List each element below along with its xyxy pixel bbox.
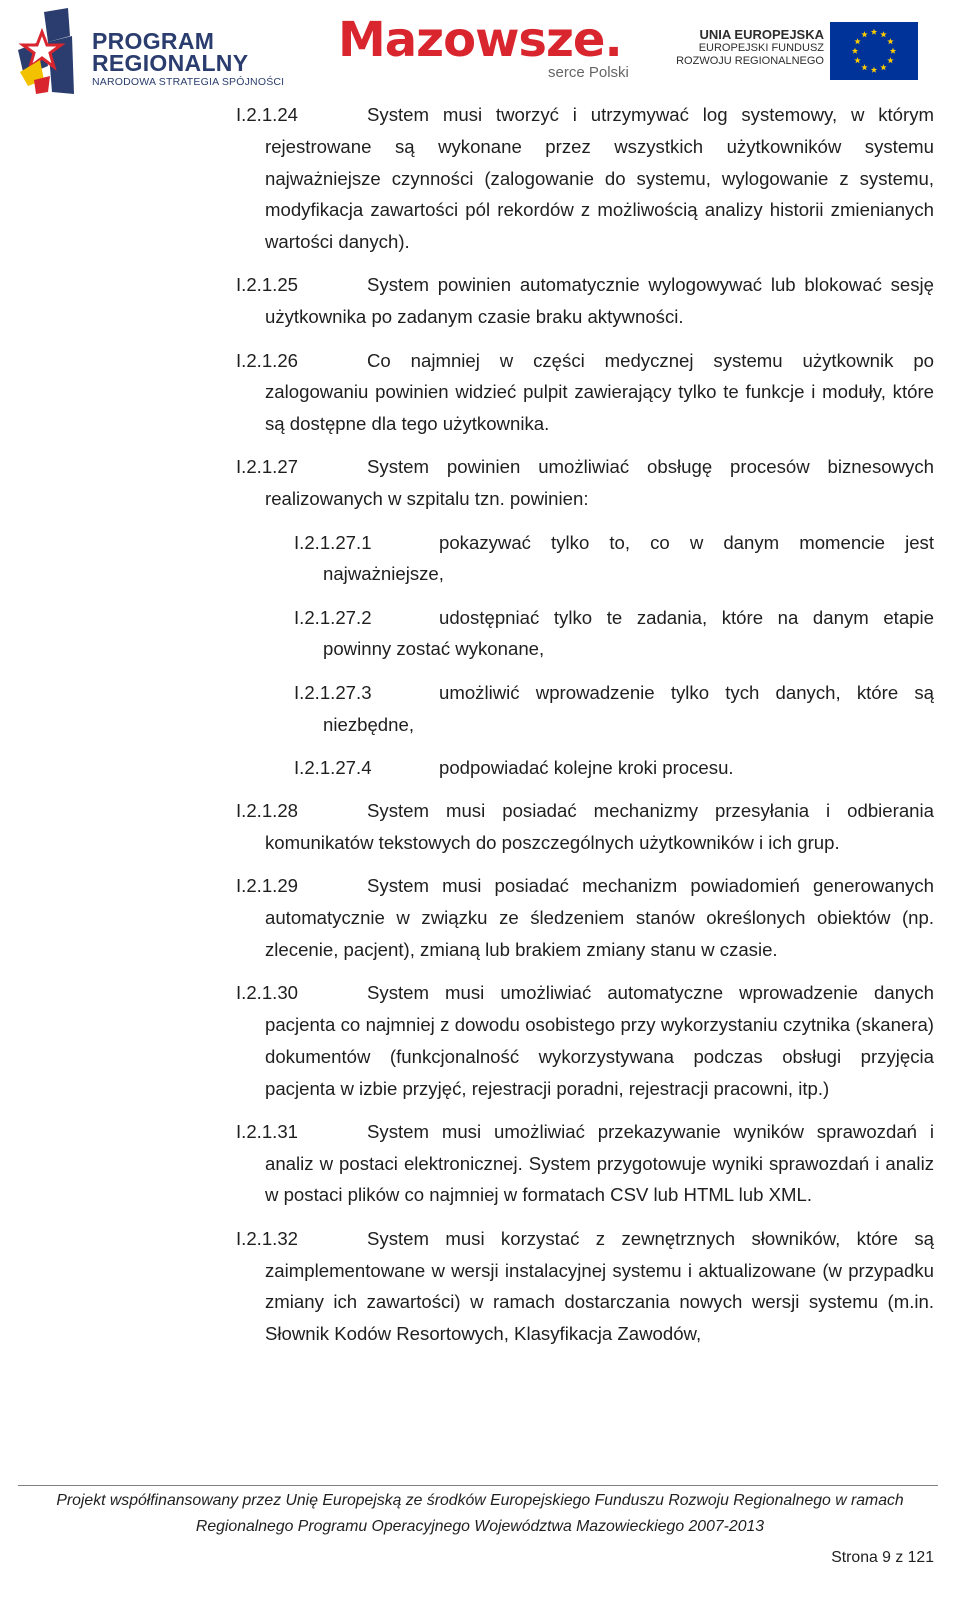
- mazowsze-tagline: serce Polski: [548, 64, 629, 81]
- requirement-item: [236, 1223, 934, 1350]
- requirement-item: [236, 269, 934, 333]
- requirement-number: I.2.1.30: [236, 982, 299, 1004]
- requirement-text: System powinien umożliwiać obsługę procesów biznesowych realizowanych w szpitalu tzn. powinien:: [265, 456, 934, 510]
- eu-logo-line3: ROZWOJU REGIONALNEGO: [676, 55, 824, 67]
- eu-logo-line1: UNIA EUROPEJSKA: [699, 27, 824, 42]
- eu-logo-line2: EUROPEJSKI FUNDUSZ: [698, 42, 824, 54]
- requirement-text: System musi posiadać mechanizmy przesyłania i odbierania komunikatów tekstowych do poszczególnych użytkowników i ich grup.: [265, 800, 934, 853]
- footer-divider: [18, 1485, 938, 1486]
- requirement-text: System musi posiadać mechanizm powiadomień generowanych automatycznie w związku ze śledzeniem stanów określonych obiektów (np. zlecenie, pacjent), zmianą lub brakiem zmiany stanu w czasie.: [265, 875, 934, 960]
- requirement-number: I.2.1.27: [236, 456, 299, 478]
- eu-flag-icon: [830, 22, 918, 80]
- requirement-item: [236, 977, 934, 1104]
- requirement-text: System musi korzystać z zewnętrznych słowników, które są zaimplementowane w wersji instalacyjnej systemu i aktualizowane (w przypadku zmiany ich zawartości) w ramach dostarczania nowych wersji systemu (m.in. Słownik Kodów Resortowych, Klasyfikacja Zawodów,: [265, 1227, 934, 1345]
- program-regionalny-logo: [14, 6, 304, 98]
- star-emblem-icon: [14, 6, 86, 98]
- requirement-number: I.2.1.27.1: [294, 531, 372, 553]
- page-number: Strona 9 z 121: [831, 1549, 934, 1566]
- page-footer: [0, 1488, 960, 1540]
- mazowsze-logo: [338, 12, 638, 96]
- requirement-item: [236, 345, 934, 440]
- requirement-number: I.2.1.27.3: [294, 681, 372, 703]
- requirement-item: [294, 677, 934, 741]
- requirements-list: [236, 99, 934, 1361]
- requirement-text: udostępniać tylko te zadania, które na danym etapie powinny zostać wykonane,: [323, 606, 934, 660]
- mazowsze-wordmark: Mazowsze.: [338, 12, 622, 68]
- requirement-text: podpowiadać kolejne kroki procesu.: [439, 756, 734, 778]
- requirement-item: [294, 527, 934, 591]
- requirement-text: System musi umożliwiać przekazywanie wyników sprawozdań i analiz w postaci elektronicznej. System przygotowuje wyniki sprawozdań i analiz w postaci plików co najmniej w formatach CSV lub HTML lub XML.: [265, 1120, 934, 1206]
- requirement-item: [294, 602, 934, 666]
- requirement-number: I.2.1.25: [236, 274, 299, 296]
- requirement-text: pokazywać tylko to, co w danym momencie jest najważniejsze,: [323, 531, 934, 585]
- footer-line2: Regionalnego Programu Operacyjnego Województwa Mazowieckiego 2007-2013: [195, 1518, 765, 1535]
- requirement-text: Co najmniej w części medycznej systemu użytkownik po zalogowaniu powinien widzieć pulpit zawierający tylko te funkcje i moduły, które są dostępne dla tego użytkownika.: [265, 349, 934, 435]
- program-logo-line3: NARODOWA STRATEGIA SPÓJNOŚCI: [92, 76, 285, 88]
- requirement-number: I.2.1.29: [236, 875, 299, 897]
- requirement-number: I.2.1.28: [236, 800, 299, 822]
- requirement-text: System musi tworzyć i utrzymywać log systemowy, w którym rejestrowane są wykonane przez wszystkich użytkowników systemu najważniejsze czynności (zalogowanie do systemu, wylogowanie z systemu, modyfikacja zawartości pól rekordów z możliwością analizy historii zmienianych wartości danych).: [265, 104, 934, 253]
- requirement-item: [236, 870, 934, 965]
- requirement-item: [236, 795, 934, 859]
- requirement-item: [294, 752, 934, 784]
- program-logo-line2: REGIONALNY: [92, 50, 249, 76]
- requirement-number: I.2.1.31: [236, 1120, 299, 1142]
- requirement-number: I.2.1.27.2: [294, 606, 372, 628]
- page-header: [0, 0, 960, 100]
- requirement-text: umożliwić wprowadzenie tylko tych danych, które są niezbędne,: [323, 681, 934, 735]
- requirement-number: I.2.1.24: [236, 104, 299, 125]
- requirement-text: System musi umożliwiać automatyczne wprowadzenie danych pacjenta co najmniej z dowodu osobistego przy wykorzystaniu czytnika (skanera) dokumentów (funkcjonalność wykorzystywana podczas obsługi przyjęcia pacjenta w izbie przyjęć, rejestracji poradni, rejestracji pracowni, itp.): [265, 982, 934, 1099]
- requirement-text: System powinien automatycznie wylogowywać lub blokować sesję użytkownika po zadanym czasie braku aktywności.: [265, 274, 934, 328]
- requirement-item: [236, 1116, 934, 1211]
- eu-logo-text: [672, 28, 824, 68]
- requirement-number: I.2.1.26: [236, 349, 299, 371]
- requirement-item: [236, 99, 934, 258]
- requirement-number: I.2.1.32: [236, 1227, 299, 1249]
- footer-line1: Projekt współfinansowany przez Unię Europejską ze środków Europejskiego Funduszu Rozwoju Regionalnego w ramach: [56, 1492, 904, 1509]
- program-logo-line1: PROGRAM: [92, 28, 215, 54]
- requirement-item: [236, 451, 934, 515]
- requirement-number: I.2.1.27.4: [294, 756, 372, 778]
